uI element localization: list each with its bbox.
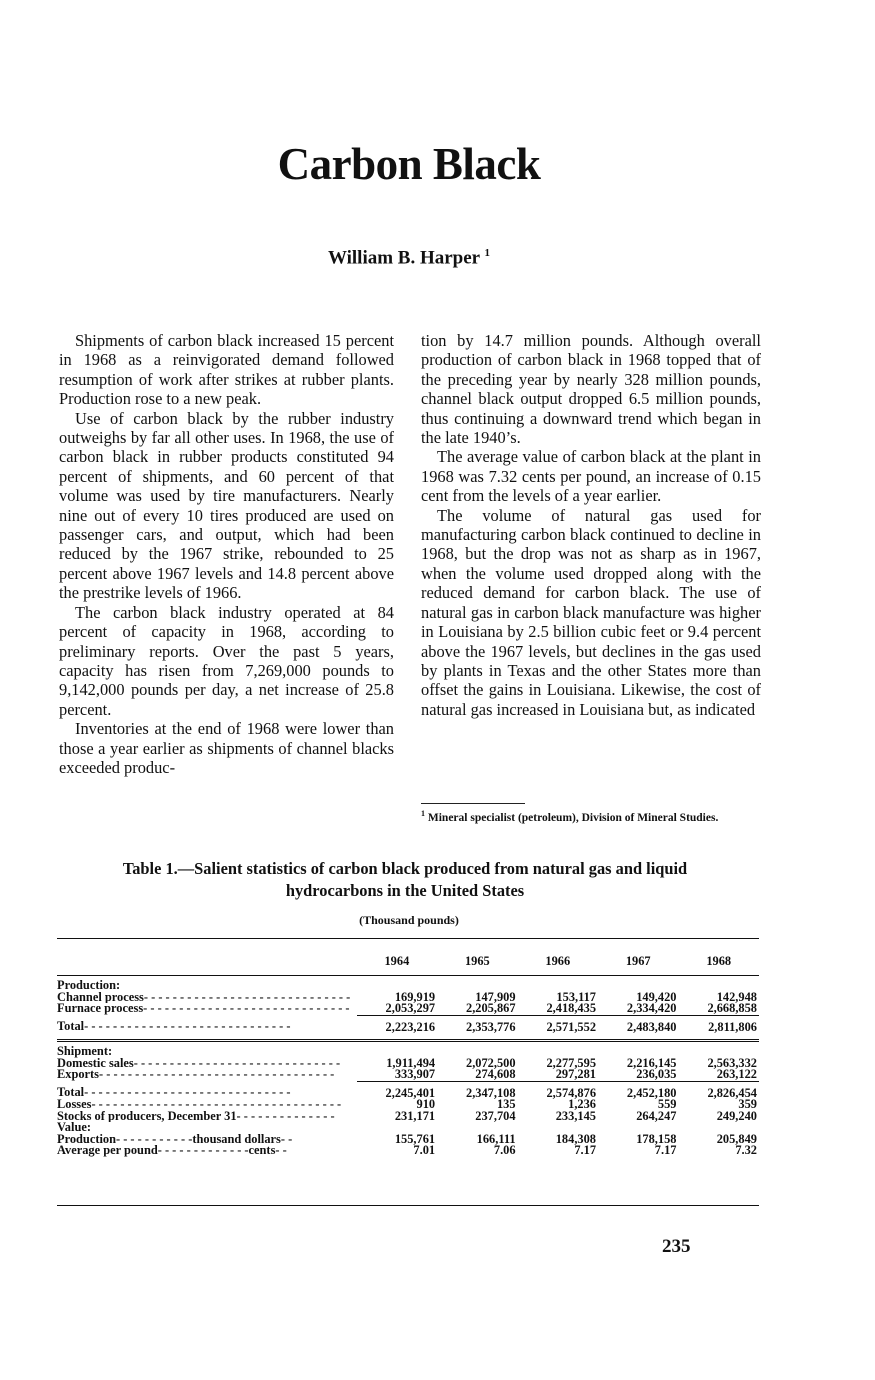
- cell: 7.17: [574, 1143, 597, 1157]
- table-row: [57, 1145, 759, 1157]
- cell: 2,223,216: [357, 1015, 437, 1041]
- year-header: 1966: [545, 954, 571, 969]
- author-name: William B. Harper: [327, 247, 480, 269]
- paragraph: Use of carbon black by the rubber industry outweighs by far all other uses. In 1968, the use of carbon black in rubber products constituted 94 percent of shipments, and 60 percent of that volume was used by tire manufacturers. Nearly nine out of every 10 tires produced are used on passenger cars, and output, which had been reduced by the 1967 strike, rebounded to 25 percent above 1967 levels and 14.8 percent above the prestrike levels of 1966.: [59, 408, 394, 603]
- cell: 149,420: [636, 989, 677, 1004]
- cell: 237,704: [475, 1108, 516, 1123]
- table-header-row: [57, 950, 759, 974]
- table-title: Table 1.—Salient statistics of carbon black produced from natural gas and liquid hydrocarbons in the United States: [122, 859, 688, 900]
- cell: 910: [416, 1097, 436, 1111]
- cell: 142,948: [716, 989, 757, 1004]
- cell: 2,347,108: [437, 1081, 517, 1099]
- salient-statistics-table: [57, 950, 759, 1157]
- cell: 559: [657, 1097, 677, 1111]
- cell: 205,849: [716, 1131, 757, 1146]
- year-header: 1968: [706, 954, 732, 969]
- cell: 231,171: [394, 1108, 436, 1123]
- cell: 2,483,840: [598, 1015, 678, 1041]
- cell: 2,452,180: [598, 1081, 678, 1099]
- cell: 2,277,595: [546, 1055, 597, 1070]
- section-label: Value:: [57, 1122, 91, 1134]
- cell: 249,240: [716, 1108, 757, 1123]
- row-label: Total- - - - - - - - - - - - - - - - - - - - - - - - - - - - -: [57, 1019, 291, 1034]
- year-header: 1967: [625, 954, 651, 969]
- total-row: [57, 1015, 759, 1041]
- cell: 166,111: [476, 1131, 516, 1146]
- cell: 2,574,876: [518, 1081, 598, 1099]
- cell: 236,035: [636, 1067, 677, 1081]
- row-label: Furnace process- - - - - - - - - - - - - - - - - - - - - - - - - - - - -: [57, 1003, 350, 1015]
- row-label: Domestic sales- - - - - - - - - - - - - - - - - - - - - - - - - - - - -: [57, 1057, 341, 1069]
- cell: 147,909: [475, 989, 516, 1004]
- cell: 1,236: [568, 1097, 597, 1111]
- author-footnote-mark: 1: [484, 247, 491, 259]
- text-column-left: [59, 331, 394, 777]
- table-row: [57, 1134, 759, 1146]
- cell: 2,334,420: [626, 1001, 677, 1015]
- cell: 2,826,454: [678, 1081, 759, 1099]
- total-row: [57, 1081, 759, 1099]
- cell: 2,571,552: [518, 1015, 598, 1041]
- row-label: Exports- - - - - - - - - - - - - - - - - - - - - - - - - - - - - - - - -: [57, 1069, 335, 1081]
- table-bottom-rule: [57, 1205, 759, 1206]
- footnote-mark: 1: [421, 809, 425, 818]
- article-author: [0, 247, 818, 269]
- cell: 1,911,494: [386, 1055, 436, 1070]
- footnote-divider: [421, 803, 525, 804]
- row-label: Channel process- - - - - - - - - - - - - - - - - - - - - - - - - - - - -: [57, 991, 351, 1003]
- paragraph: The average value of carbon black at the plant in 1968 was 7.32 cents per pound, an increase of 0.15 cent from the levels of a year earlier.: [421, 447, 761, 506]
- article-title: Carbon Black: [277, 139, 541, 189]
- header-blank: [57, 950, 357, 974]
- cell: 274,608: [475, 1067, 516, 1081]
- cell: 2,072,500: [466, 1055, 516, 1070]
- cell: 263,122: [716, 1067, 757, 1081]
- cell: 2,811,806: [678, 1015, 759, 1041]
- cell: 7.01: [413, 1143, 436, 1157]
- cell: 7.06: [493, 1143, 516, 1157]
- cell: 297,281: [555, 1067, 597, 1081]
- cell: 359: [738, 1097, 757, 1111]
- table-row: [57, 1069, 759, 1081]
- table-row: [57, 1111, 759, 1123]
- row-label: Losses- - - - - - - - - - - - - - - - - - - - - - - - - - - - - - - - - - -: [57, 1099, 342, 1111]
- cell: 184,308: [555, 1131, 597, 1146]
- table-unit: (Thousand pounds): [359, 913, 459, 927]
- section-label: Shipment:: [57, 1041, 357, 1058]
- cell: 2,353,776: [437, 1015, 517, 1041]
- table-row: [57, 1003, 759, 1015]
- paragraph: Shipments of carbon black increased 15 percent in 1968 as a reinvigorated demand followed resumption of work after strikes at rubber plants. Production rose to a new peak.: [59, 331, 394, 409]
- paragraph: The volume of natural gas used for manufacturing carbon black continued to decline in 1968, but the drop was not as sharp as in 1967, when the volume used dropped along with the reduced demand for carbon black. The use of natural gas in carbon black manufacture was higher in Louisiana by 2.5 billion cubic feet or 9.4 percent above the 1967 levels, but declines in the gas used by plants in Texas and the other States more than offset the gains in Louisiana. Likewise, the cost of natural gas increased in Louisiana but, as indicated: [421, 505, 761, 719]
- row-label: Average per pound- - - - - - - - - - - - -cents- -: [57, 1145, 287, 1157]
- cell: 333,907: [394, 1067, 436, 1081]
- year-header: 1965: [464, 954, 490, 969]
- section-label: Production:: [57, 980, 121, 992]
- cell: 2,245,401: [357, 1081, 437, 1099]
- cell: 7.17: [654, 1143, 677, 1157]
- cell: 7.32: [735, 1143, 757, 1157]
- cell: 153,117: [556, 989, 597, 1004]
- cell: 155,761: [394, 1131, 436, 1146]
- cell: 2,205,867: [466, 1001, 516, 1015]
- text-column-right: [421, 331, 761, 719]
- cell: 2,216,145: [626, 1055, 677, 1070]
- paragraph: Inventories at the end of 1968 were lower than those a year earlier as shipments of channel blacks exceeded produc-: [59, 719, 394, 777]
- row-label: Total- - - - - - - - - - - - - - - - - - - - - - - - - - - - -: [57, 1085, 291, 1099]
- year-header: 1964: [384, 954, 410, 969]
- row-label: Production- - - - - - - - - - -thousand dollars- -: [57, 1133, 293, 1145]
- page-number: 235: [662, 1236, 691, 1257]
- cell: 2,563,332: [707, 1055, 757, 1070]
- cell: 2,668,858: [707, 1001, 757, 1015]
- cell: 178,158: [636, 1131, 677, 1146]
- section-row: [57, 1041, 759, 1058]
- cell: 233,145: [555, 1108, 597, 1123]
- cell: 2,418,435: [546, 1001, 597, 1015]
- paragraph: The carbon black industry operated at 84 percent of capacity in 1968, according to preliminary reports. Over the past 5 years, capacity has risen from 7,269,000 pounds to 9,142,000 pounds per day, a net increase of 25.8 percent.: [59, 602, 394, 719]
- row-label: Stocks of producers, December 31- - - - - - - - - - - - - -: [57, 1110, 335, 1122]
- cell: 2,053,297: [385, 1001, 436, 1015]
- cell: 264,247: [636, 1108, 677, 1123]
- cell: 135: [496, 1097, 516, 1111]
- footnote: [421, 808, 758, 824]
- footnote-text: Mineral specialist (petroleum), Division of Mineral Studies.: [427, 811, 719, 824]
- cell: 169,919: [394, 989, 436, 1004]
- paragraph: tion by 14.7 million pounds. Although overall production of carbon black in 1968 topped that of the preceding year by nearly 328 million pounds, channel black output dropped 6.5 million pounds, thus continuing a downward trend which began in the late 1940’s.: [421, 331, 761, 448]
- table-top-rule: [57, 938, 759, 939]
